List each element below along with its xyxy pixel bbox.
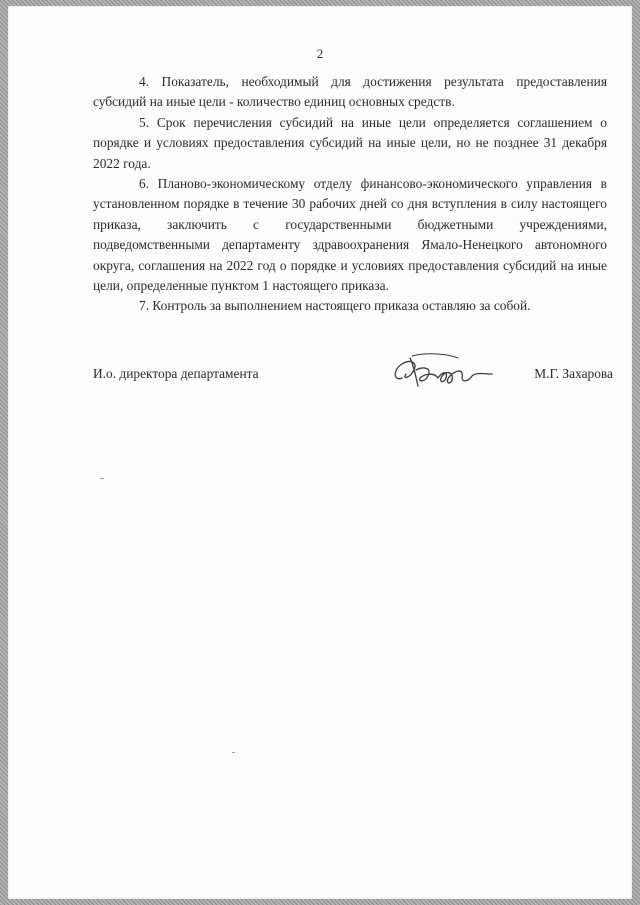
document-page bbox=[8, 6, 632, 899]
handwritten-signature bbox=[388, 348, 498, 394]
paragraph-6: 6. Планово-экономическому отделу финансово-экономического управления в установленном порядке в течение 30 рабочих дней со дня вступления в силу настоящего приказа, заключить с государственными бюджетными учреждениями, подведомственными департаменту здравоохранения Ямало-Ненецкого автономного округа, соглашения на 2022 год о порядке и условиях предоставления субсидий на иные цели, определенные пунктом 1 настоящего приказа. bbox=[93, 176, 607, 294]
paragraph-7: 7. Контроль за выполнением настоящего приказа оставляю за собой. bbox=[139, 298, 531, 314]
signer-name: М.Г. Захарова bbox=[534, 366, 613, 381]
scan-speck bbox=[100, 478, 104, 479]
signature-block bbox=[93, 354, 613, 394]
document-body bbox=[93, 72, 607, 317]
paragraph-5: 5. Срок перечисления субсидий на иные цели определяется соглашением о порядке и условиях предоставления субсидий на иные цели, но не позднее 31 декабря 2022 года. bbox=[93, 114, 607, 171]
paragraph-4: 4. Показатель, необходимый для достижения результата предоставления субсидий на иные цели - количество единиц основных средств. bbox=[93, 74, 607, 110]
scan-speck bbox=[232, 752, 235, 753]
page-number: 2 bbox=[316, 46, 324, 61]
signer-title: И.о. директора департамента bbox=[93, 366, 259, 381]
